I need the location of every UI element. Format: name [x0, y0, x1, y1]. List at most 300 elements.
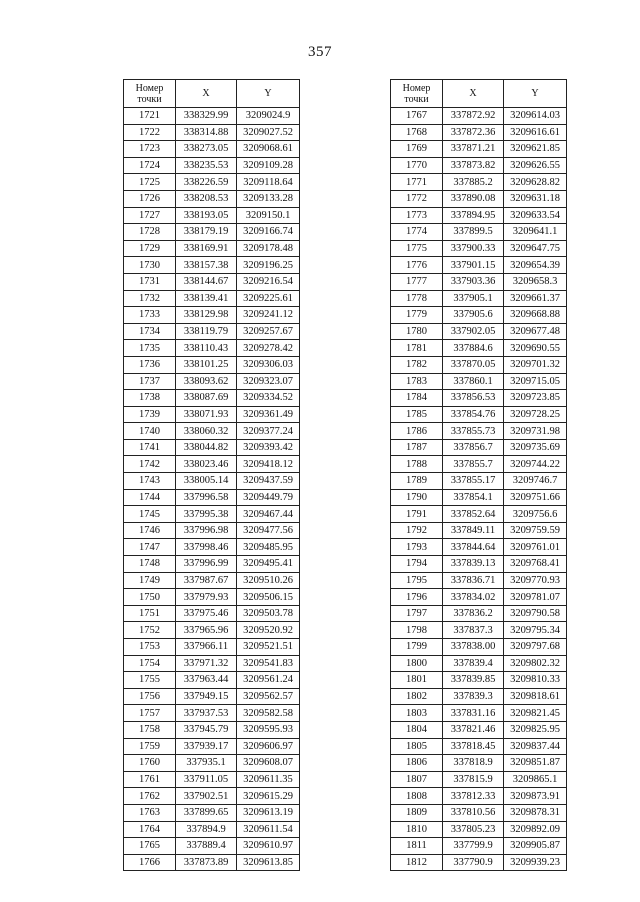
- cell-y: 3209595.93: [237, 721, 300, 738]
- cell-y: 3209641.1: [504, 224, 567, 241]
- cell-x: 337839.85: [443, 672, 504, 689]
- table-row: [124, 108, 300, 125]
- cell-x: 338314.88: [176, 124, 237, 141]
- cell-y: 3209178.48: [237, 240, 300, 257]
- table-row: [391, 755, 567, 772]
- cell-y: 3209615.29: [237, 788, 300, 805]
- cell-point-number: 1744: [124, 489, 176, 506]
- cell-point-number: 1797: [391, 605, 443, 622]
- table-row: [391, 639, 567, 656]
- cell-x: 337872.92: [443, 108, 504, 125]
- cell-point-number: 1805: [391, 738, 443, 755]
- cell-y: 3209024.9: [237, 108, 300, 125]
- cell-y: 3209690.55: [504, 340, 567, 357]
- table-row: [124, 655, 300, 672]
- table-row: [391, 473, 567, 490]
- cell-x: 337975.46: [176, 605, 237, 622]
- cell-y: 3209621.85: [504, 141, 567, 158]
- cell-point-number: 1761: [124, 771, 176, 788]
- table-row: [391, 439, 567, 456]
- cell-point-number: 1791: [391, 506, 443, 523]
- cell-point-number: 1753: [124, 639, 176, 656]
- cell-x: 337834.02: [443, 589, 504, 606]
- cell-y: 3209611.35: [237, 771, 300, 788]
- cell-y: 3209728.25: [504, 406, 567, 423]
- cell-point-number: 1771: [391, 174, 443, 191]
- cell-y: 3209477.56: [237, 522, 300, 539]
- cell-x: 338119.79: [176, 323, 237, 340]
- cell-y: 3209723.85: [504, 390, 567, 407]
- table-row: [124, 240, 300, 257]
- cell-y: 3209495.41: [237, 556, 300, 573]
- cell-y: 3209759.59: [504, 522, 567, 539]
- cell-y: 3209744.22: [504, 456, 567, 473]
- cell-x: 337856.7: [443, 439, 504, 456]
- cell-y: 3209393.42: [237, 439, 300, 456]
- cell-y: 3209150.1: [237, 207, 300, 224]
- cell-point-number: 1806: [391, 755, 443, 772]
- table-row: [391, 423, 567, 440]
- cell-y: 3209467.44: [237, 506, 300, 523]
- table-row: [391, 506, 567, 523]
- table-row: [124, 556, 300, 573]
- cell-x: 337844.64: [443, 539, 504, 556]
- cell-point-number: 1778: [391, 290, 443, 307]
- table-row: [124, 771, 300, 788]
- table-row: [124, 224, 300, 241]
- cell-point-number: 1779: [391, 307, 443, 324]
- cell-y: 3209611.54: [237, 821, 300, 838]
- cell-point-number: 1789: [391, 473, 443, 490]
- cell-x: 338071.93: [176, 406, 237, 423]
- cell-x: 338144.67: [176, 273, 237, 290]
- cell-y: 3209610.97: [237, 838, 300, 855]
- cell-x: 338179.19: [176, 224, 237, 241]
- cell-point-number: 1725: [124, 174, 176, 191]
- cell-x: 337965.96: [176, 622, 237, 639]
- cell-x: 338226.59: [176, 174, 237, 191]
- table-row: [391, 589, 567, 606]
- table-row: [391, 489, 567, 506]
- table-row: [124, 323, 300, 340]
- table-row: [391, 240, 567, 257]
- table-row: [124, 572, 300, 589]
- table-row: [391, 788, 567, 805]
- cell-point-number: 1792: [391, 522, 443, 539]
- cell-point-number: 1785: [391, 406, 443, 423]
- cell-y: 3209781.07: [504, 589, 567, 606]
- cell-y: 3209768.41: [504, 556, 567, 573]
- table-row: [124, 406, 300, 423]
- cell-x: 337902.51: [176, 788, 237, 805]
- table-row: [124, 755, 300, 772]
- cell-x: 337836.71: [443, 572, 504, 589]
- cell-x: 338273.05: [176, 141, 237, 158]
- table-row: [391, 340, 567, 357]
- table-row: [391, 672, 567, 689]
- cell-x: 337871.21: [443, 141, 504, 158]
- cell-point-number: 1803: [391, 705, 443, 722]
- cell-point-number: 1776: [391, 257, 443, 274]
- cell-point-number: 1780: [391, 323, 443, 340]
- table-row: [124, 124, 300, 141]
- cell-point-number: 1728: [124, 224, 176, 241]
- cell-x: 337837.3: [443, 622, 504, 639]
- cell-point-number: 1730: [124, 257, 176, 274]
- cell-x: 338129.98: [176, 307, 237, 324]
- cell-point-number: 1743: [124, 473, 176, 490]
- table-row: [124, 721, 300, 738]
- cell-x: 337854.1: [443, 489, 504, 506]
- table-row: [391, 356, 567, 373]
- cell-x: 338101.25: [176, 356, 237, 373]
- table-row: [124, 489, 300, 506]
- cell-x: 337855.73: [443, 423, 504, 440]
- table-row: [391, 290, 567, 307]
- table-row: [124, 688, 300, 705]
- table-row: [391, 406, 567, 423]
- cell-point-number: 1781: [391, 340, 443, 357]
- cell-y: 3209878.31: [504, 804, 567, 821]
- cell-x: 337799.9: [443, 838, 504, 855]
- cell-x: 337855.17: [443, 473, 504, 490]
- table-row: [124, 539, 300, 556]
- cell-y: 3209701.32: [504, 356, 567, 373]
- cell-x: 337889.4: [176, 838, 237, 855]
- cell-x: 337911.05: [176, 771, 237, 788]
- cell-point-number: 1770: [391, 157, 443, 174]
- table-row: [391, 838, 567, 855]
- cell-y: 3209613.85: [237, 854, 300, 871]
- cell-y: 3209323.07: [237, 373, 300, 390]
- column-header-point-number: Номер точки: [124, 80, 176, 108]
- cell-x: 338005.14: [176, 473, 237, 490]
- cell-y: 3209837.44: [504, 738, 567, 755]
- table-row: [391, 307, 567, 324]
- table-row: [391, 771, 567, 788]
- cell-point-number: 1749: [124, 572, 176, 589]
- cell-point-number: 1808: [391, 788, 443, 805]
- cell-y: 3209216.54: [237, 273, 300, 290]
- coordinates-table-right: [390, 79, 567, 871]
- cell-y: 3209865.1: [504, 771, 567, 788]
- cell-x: 337979.93: [176, 589, 237, 606]
- cell-x: 337935.1: [176, 755, 237, 772]
- cell-point-number: 1769: [391, 141, 443, 158]
- cell-point-number: 1746: [124, 522, 176, 539]
- cell-x: 337900.33: [443, 240, 504, 257]
- cell-point-number: 1788: [391, 456, 443, 473]
- cell-point-number: 1768: [391, 124, 443, 141]
- table-row: [391, 207, 567, 224]
- cell-point-number: 1721: [124, 108, 176, 125]
- cell-point-number: 1739: [124, 406, 176, 423]
- table-row: [391, 738, 567, 755]
- cell-y: 3209905.87: [504, 838, 567, 855]
- cell-x: 337860.1: [443, 373, 504, 390]
- table-row: [124, 788, 300, 805]
- cell-x: 337805.23: [443, 821, 504, 838]
- cell-x: 337996.98: [176, 522, 237, 539]
- cell-point-number: 1795: [391, 572, 443, 589]
- cell-point-number: 1745: [124, 506, 176, 523]
- cell-x: 338329.99: [176, 108, 237, 125]
- cell-x: 338139.41: [176, 290, 237, 307]
- cell-x: 337987.67: [176, 572, 237, 589]
- table-row: [391, 190, 567, 207]
- table-body-right: [391, 108, 567, 871]
- cell-point-number: 1738: [124, 390, 176, 407]
- cell-point-number: 1741: [124, 439, 176, 456]
- cell-point-number: 1787: [391, 439, 443, 456]
- cell-y: 3209449.79: [237, 489, 300, 506]
- cell-point-number: 1750: [124, 589, 176, 606]
- cell-point-number: 1777: [391, 273, 443, 290]
- table-row: [391, 323, 567, 340]
- cell-point-number: 1722: [124, 124, 176, 141]
- cell-y: 3209334.52: [237, 390, 300, 407]
- cell-x: 337849.11: [443, 522, 504, 539]
- cell-x: 337966.11: [176, 639, 237, 656]
- table-row: [391, 655, 567, 672]
- cell-point-number: 1724: [124, 157, 176, 174]
- cell-x: 338169.91: [176, 240, 237, 257]
- table-row: [124, 307, 300, 324]
- cell-point-number: 1767: [391, 108, 443, 125]
- cell-x: 337905.6: [443, 307, 504, 324]
- cell-point-number: 1759: [124, 738, 176, 755]
- cell-point-number: 1782: [391, 356, 443, 373]
- cell-x: 337945.79: [176, 721, 237, 738]
- cell-x: 337839.3: [443, 688, 504, 705]
- cell-x: 338208.53: [176, 190, 237, 207]
- cell-y: 3209633.54: [504, 207, 567, 224]
- cell-point-number: 1731: [124, 273, 176, 290]
- table-row: [391, 373, 567, 390]
- column-header-y: Y: [237, 80, 300, 108]
- cell-y: 3209225.61: [237, 290, 300, 307]
- cell-y: 3209873.91: [504, 788, 567, 805]
- cell-x: 337812.33: [443, 788, 504, 805]
- table-row: [391, 688, 567, 705]
- cell-y: 3209241.12: [237, 307, 300, 324]
- cell-x: 337815.9: [443, 771, 504, 788]
- cell-point-number: 1794: [391, 556, 443, 573]
- cell-point-number: 1804: [391, 721, 443, 738]
- table-row: [391, 174, 567, 191]
- cell-x: 338087.69: [176, 390, 237, 407]
- cell-y: 3209658.3: [504, 273, 567, 290]
- cell-y: 3209626.55: [504, 157, 567, 174]
- cell-y: 3209118.64: [237, 174, 300, 191]
- table-row: [124, 738, 300, 755]
- column-header-y: Y: [504, 80, 567, 108]
- cell-y: 3209810.33: [504, 672, 567, 689]
- cell-y: 3209418.12: [237, 456, 300, 473]
- cell-x: 337890.08: [443, 190, 504, 207]
- table-row: [391, 141, 567, 158]
- cell-point-number: 1774: [391, 224, 443, 241]
- cell-x: 337831.16: [443, 705, 504, 722]
- cell-y: 3209606.97: [237, 738, 300, 755]
- table-row: [391, 804, 567, 821]
- table-row: [124, 190, 300, 207]
- cell-point-number: 1754: [124, 655, 176, 672]
- table-row: [124, 141, 300, 158]
- cell-x: 337998.46: [176, 539, 237, 556]
- cell-point-number: 1812: [391, 854, 443, 871]
- cell-x: 338157.38: [176, 257, 237, 274]
- column-header-x: X: [443, 80, 504, 108]
- cell-y: 3209818.61: [504, 688, 567, 705]
- cell-y: 3209731.98: [504, 423, 567, 440]
- cell-x: 337894.9: [176, 821, 237, 838]
- cell-y: 3209770.93: [504, 572, 567, 589]
- cell-y: 3209521.51: [237, 639, 300, 656]
- cell-point-number: 1799: [391, 639, 443, 656]
- cell-y: 3209133.28: [237, 190, 300, 207]
- cell-point-number: 1758: [124, 721, 176, 738]
- cell-x: 337838.00: [443, 639, 504, 656]
- cell-y: 3209756.6: [504, 506, 567, 523]
- table-row: [124, 356, 300, 373]
- cell-x: 337899.65: [176, 804, 237, 821]
- cell-x: 337939.17: [176, 738, 237, 755]
- cell-x: 338193.05: [176, 207, 237, 224]
- cell-x: 337902.05: [443, 323, 504, 340]
- column-header-point-number: Номер точки: [391, 80, 443, 108]
- cell-point-number: 1757: [124, 705, 176, 722]
- cell-y: 3209306.03: [237, 356, 300, 373]
- cell-x: 338023.46: [176, 456, 237, 473]
- table-row: [391, 157, 567, 174]
- cell-point-number: 1772: [391, 190, 443, 207]
- cell-point-number: 1751: [124, 605, 176, 622]
- page-number: 357: [308, 44, 332, 60]
- cell-point-number: 1810: [391, 821, 443, 838]
- cell-y: 3209109.28: [237, 157, 300, 174]
- cell-y: 3209677.48: [504, 323, 567, 340]
- table-row: [391, 854, 567, 871]
- cell-point-number: 1762: [124, 788, 176, 805]
- table-row: [124, 705, 300, 722]
- table-row: [124, 340, 300, 357]
- cell-point-number: 1786: [391, 423, 443, 440]
- cell-y: 3209746.7: [504, 473, 567, 490]
- cell-x: 338060.32: [176, 423, 237, 440]
- cell-y: 3209647.75: [504, 240, 567, 257]
- cell-y: 3209761.01: [504, 539, 567, 556]
- cell-x: 337790.9: [443, 854, 504, 871]
- table-row: [124, 207, 300, 224]
- table-row: [124, 257, 300, 274]
- table-row: [124, 473, 300, 490]
- cell-y: 3209892.09: [504, 821, 567, 838]
- coordinates-table-left: [123, 79, 300, 871]
- cell-point-number: 1790: [391, 489, 443, 506]
- cell-x: 337884.6: [443, 340, 504, 357]
- cell-y: 3209257.67: [237, 323, 300, 340]
- cell-y: 3209562.57: [237, 688, 300, 705]
- cell-x: 337899.5: [443, 224, 504, 241]
- cell-point-number: 1729: [124, 240, 176, 257]
- column-header-x: X: [176, 80, 237, 108]
- cell-x: 337885.2: [443, 174, 504, 191]
- table-row: [391, 556, 567, 573]
- cell-y: 3209631.18: [504, 190, 567, 207]
- table-row: [391, 522, 567, 539]
- cell-x: 337894.95: [443, 207, 504, 224]
- cell-x: 337810.56: [443, 804, 504, 821]
- cell-x: 337995.38: [176, 506, 237, 523]
- table-row: [391, 605, 567, 622]
- cell-point-number: 1752: [124, 622, 176, 639]
- table-row: [391, 705, 567, 722]
- table-row: [124, 439, 300, 456]
- cell-x: 337870.05: [443, 356, 504, 373]
- table-row: [124, 174, 300, 191]
- cell-y: 3209825.95: [504, 721, 567, 738]
- cell-point-number: 1775: [391, 240, 443, 257]
- table-row: [124, 838, 300, 855]
- table-row: [391, 108, 567, 125]
- cell-y: 3209628.82: [504, 174, 567, 191]
- cell-y: 3209668.88: [504, 307, 567, 324]
- cell-point-number: 1726: [124, 190, 176, 207]
- cell-point-number: 1798: [391, 622, 443, 639]
- cell-y: 3209795.34: [504, 622, 567, 639]
- cell-x: 337937.53: [176, 705, 237, 722]
- cell-x: 337903.36: [443, 273, 504, 290]
- cell-point-number: 1764: [124, 821, 176, 838]
- cell-y: 3209027.52: [237, 124, 300, 141]
- cell-y: 3209851.87: [504, 755, 567, 772]
- cell-y: 3209361.49: [237, 406, 300, 423]
- cell-y: 3209503.78: [237, 605, 300, 622]
- cell-y: 3209510.26: [237, 572, 300, 589]
- cell-point-number: 1801: [391, 672, 443, 689]
- cell-y: 3209613.19: [237, 804, 300, 821]
- table-row: [124, 456, 300, 473]
- cell-point-number: 1783: [391, 373, 443, 390]
- table-row: [124, 672, 300, 689]
- cell-point-number: 1748: [124, 556, 176, 573]
- cell-x: 337873.89: [176, 854, 237, 871]
- cell-x: 337852.64: [443, 506, 504, 523]
- table-row: [391, 721, 567, 738]
- cell-y: 3209068.61: [237, 141, 300, 158]
- table-row: [124, 373, 300, 390]
- cell-x: 337963.44: [176, 672, 237, 689]
- cell-y: 3209541.83: [237, 655, 300, 672]
- cell-point-number: 1807: [391, 771, 443, 788]
- cell-x: 338110.43: [176, 340, 237, 357]
- cell-x: 337901.15: [443, 257, 504, 274]
- cell-y: 3209654.39: [504, 257, 567, 274]
- table-row: [124, 622, 300, 639]
- cell-x: 337855.7: [443, 456, 504, 473]
- cell-point-number: 1784: [391, 390, 443, 407]
- cell-y: 3209278.42: [237, 340, 300, 357]
- cell-x: 337856.53: [443, 390, 504, 407]
- table-row: [391, 257, 567, 274]
- cell-point-number: 1737: [124, 373, 176, 390]
- cell-point-number: 1802: [391, 688, 443, 705]
- cell-x: 338093.62: [176, 373, 237, 390]
- table-row: [391, 224, 567, 241]
- cell-x: 337818.9: [443, 755, 504, 772]
- cell-x: 337996.58: [176, 489, 237, 506]
